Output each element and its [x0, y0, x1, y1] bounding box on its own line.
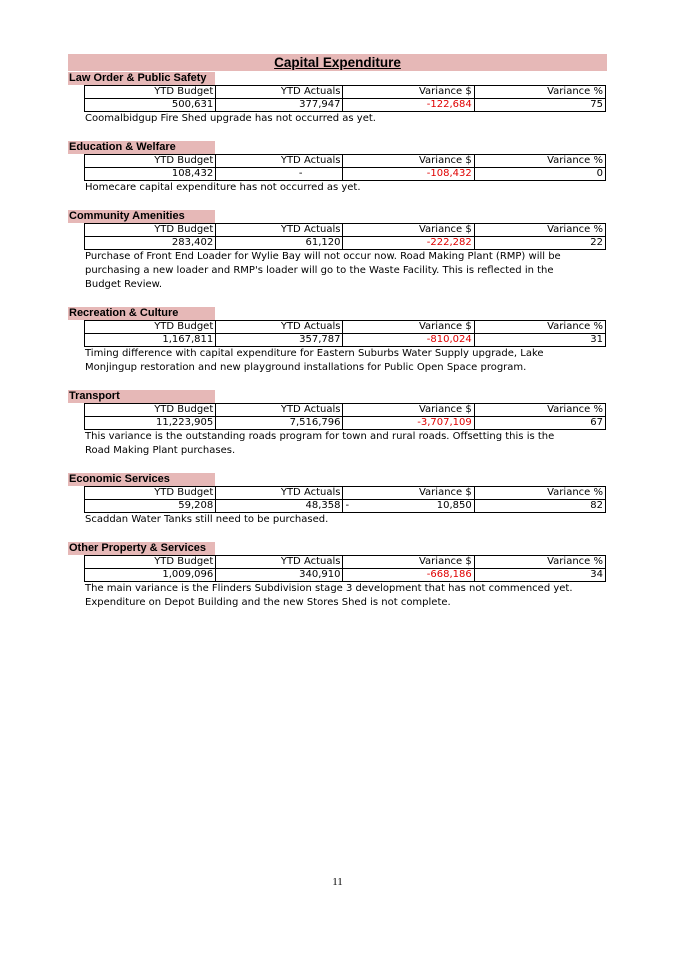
variance-sign: - [345, 500, 350, 511]
budget-value: 500,631 [85, 99, 216, 112]
budget-value: 108,432 [85, 168, 216, 181]
section-note: Purchase of Front End Loader for Wylie Bay will not occur now. Road Making Plant (RMP) will be purchasing a new loader and RMP's loader will go to the Waste Facility. This is reflected in the Budget Review. [85, 251, 561, 290]
variance-amount-value: -108,432 [343, 168, 474, 181]
actuals-value: 48,358 [216, 500, 343, 513]
variance-pct-value: 22 [474, 237, 605, 250]
budget-table [84, 555, 606, 582]
section-other-property [68, 542, 607, 610]
col-header-variance-amount: Variance $ [343, 86, 474, 99]
col-header-variance-amount: Variance $ [343, 224, 474, 237]
budget-table [84, 403, 606, 430]
variance-pct-value: 67 [474, 417, 605, 430]
table-header-row [85, 487, 606, 500]
col-header-budget: YTD Budget [85, 487, 216, 500]
col-header-budget: YTD Budget [85, 556, 216, 569]
variance-pct-value: 82 [474, 500, 605, 513]
table-header-row [85, 224, 606, 237]
col-header-variance-pct: Variance % [474, 155, 605, 168]
table-header-row [85, 556, 606, 569]
col-header-variance-pct: Variance % [474, 404, 605, 417]
table-header-row [85, 404, 606, 417]
actuals-value: - [216, 168, 343, 181]
section-recreation-culture [68, 307, 607, 375]
budget-table [84, 320, 606, 347]
actuals-value: 61,120 [216, 237, 343, 250]
section-heading: Community Amenities [68, 210, 215, 223]
actuals-value: 7,516,796 [216, 417, 343, 430]
budget-table [84, 154, 606, 181]
budget-value: 11,223,905 [85, 417, 216, 430]
section-transport [68, 390, 607, 458]
section-heading: Recreation & Culture [68, 307, 215, 320]
table-header-row [85, 86, 606, 99]
variance-pct-value: 75 [474, 99, 605, 112]
col-header-actuals: YTD Actuals [216, 321, 343, 334]
col-header-variance-amount: Variance $ [343, 321, 474, 334]
table-header-row [85, 321, 606, 334]
variance-amount-value: -122,684 [343, 99, 474, 112]
table-row [85, 500, 606, 513]
table-row [85, 237, 606, 250]
col-header-actuals: YTD Actuals [216, 224, 343, 237]
budget-table [84, 486, 606, 513]
page-number: 11 [332, 876, 343, 888]
section-note: Coomalbidgup Fire Shed upgrade has not occurred as yet. [85, 113, 376, 124]
col-header-budget: YTD Budget [85, 86, 216, 99]
variance-amount-cell [343, 500, 474, 513]
section-heading: Law Order & Public Safety [68, 72, 215, 85]
col-header-variance-pct: Variance % [474, 487, 605, 500]
budget-value: 59,208 [85, 500, 216, 513]
table-row [85, 168, 606, 181]
section-heading: Other Property & Services [68, 542, 215, 555]
col-header-variance-pct: Variance % [474, 321, 605, 334]
col-header-variance-pct: Variance % [474, 224, 605, 237]
budget-table [84, 85, 606, 112]
section-note: This variance is the outstanding roads program for town and rural roads. Offsetting this is the Road Making Plant purchases. [85, 431, 555, 456]
col-header-actuals: YTD Actuals [216, 155, 343, 168]
capital-expenditure-report [68, 54, 607, 610]
table-row [85, 569, 606, 582]
budget-value: 1,009,096 [85, 569, 216, 582]
section-heading: Education & Welfare [68, 141, 215, 154]
variance-amount-value: -810,024 [343, 334, 474, 347]
table-header-row [85, 155, 606, 168]
section-heading: Economic Services [68, 473, 215, 486]
section-note: Homecare capital expenditure has not occurred as yet. [85, 182, 361, 193]
col-header-actuals: YTD Actuals [216, 86, 343, 99]
col-header-variance-amount: Variance $ [343, 404, 474, 417]
col-header-budget: YTD Budget [85, 404, 216, 417]
col-header-actuals: YTD Actuals [216, 556, 343, 569]
budget-value: 1,167,811 [85, 334, 216, 347]
section-note: Scaddan Water Tanks still need to be purchased. [85, 514, 329, 525]
table-row [85, 417, 606, 430]
col-header-variance-pct: Variance % [474, 86, 605, 99]
budget-value: 283,402 [85, 237, 216, 250]
table-row [85, 99, 606, 112]
variance-amount-value: -3,707,109 [343, 417, 474, 430]
section-note: Timing difference with capital expenditure for Eastern Suburbs Water Supply upgrade, Lake Monjingup restoration and new playground installations for Public Open Space program. [85, 348, 544, 373]
section-note: The main variance is the Flinders Subdivision stage 3 development that has not commenced yet. Expenditure on Depot Building and the new Stores Shed is not complete. [85, 583, 573, 608]
page-title: Capital Expenditure [68, 54, 607, 71]
variance-pct-value: 34 [474, 569, 605, 582]
col-header-variance-amount: Variance $ [343, 556, 474, 569]
actuals-value: 340,910 [216, 569, 343, 582]
budget-table [84, 223, 606, 250]
section-community-amenities [68, 210, 607, 292]
section-education-welfare [68, 141, 607, 195]
col-header-variance-amount: Variance $ [343, 487, 474, 500]
actuals-value: 377,947 [216, 99, 343, 112]
col-header-actuals: YTD Actuals [216, 404, 343, 417]
col-header-budget: YTD Budget [85, 224, 216, 237]
variance-pct-value: 31 [474, 334, 605, 347]
col-header-actuals: YTD Actuals [216, 487, 343, 500]
variance-amount-value: -222,282 [343, 237, 474, 250]
variance-amount-value: 10,850 [436, 500, 472, 511]
variance-pct-value: 0 [474, 168, 605, 181]
col-header-variance-pct: Variance % [474, 556, 605, 569]
variance-amount-value: -668,186 [343, 569, 474, 582]
col-header-variance-amount: Variance $ [343, 155, 474, 168]
col-header-budget: YTD Budget [85, 321, 216, 334]
col-header-budget: YTD Budget [85, 155, 216, 168]
table-row [85, 334, 606, 347]
section-heading: Transport [68, 390, 215, 403]
actuals-value: 357,787 [216, 334, 343, 347]
section-law-order [68, 72, 607, 126]
section-economic-services [68, 473, 607, 527]
